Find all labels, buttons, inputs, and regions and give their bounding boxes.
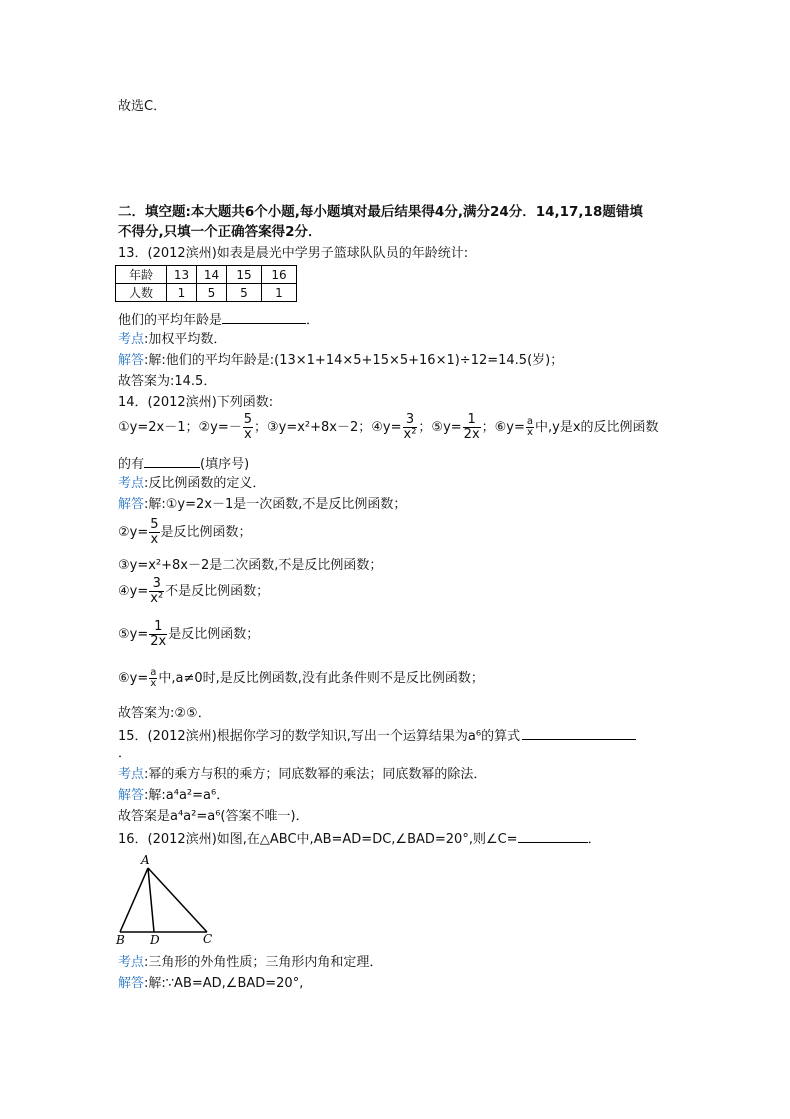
q16-stem-text: 16．(2012滨州)如图,在△ABC中,AB=AD=DC,∠BAD=20°,则∠C= xyxy=(118,832,518,847)
frac-num: a xyxy=(526,416,534,427)
frac-den: x xyxy=(150,532,159,547)
kaodian-text: :反比例函数的定义． xyxy=(144,476,266,491)
q14-jieda-4 xyxy=(118,575,269,609)
jieda-label: 解答 xyxy=(118,353,145,368)
q14-functions xyxy=(118,411,659,445)
frac-num: 1 xyxy=(463,413,481,428)
table-cell: 5 xyxy=(227,284,262,302)
q13-stem: 13．(2012滨州)如表是晨光中学男子篮球队队员的年龄统计: xyxy=(118,246,469,261)
frac-num: 3 xyxy=(149,577,164,592)
q14-jieda-6 xyxy=(118,664,484,694)
frac-num: 1 xyxy=(149,620,167,635)
jieda-text: 是反比例函数； xyxy=(160,525,252,540)
vertex-label-b: B xyxy=(116,933,125,946)
q13-jieda xyxy=(118,353,563,369)
jieda-label: 解答 xyxy=(118,976,145,991)
answer-blank xyxy=(222,311,306,324)
frac-num: 5 xyxy=(150,517,159,532)
frac-den: 2x xyxy=(463,427,480,442)
jieda-text: ⑥y= xyxy=(118,671,149,686)
jieda-text: :解:a⁴a²=a⁶． xyxy=(144,788,230,803)
vertex-label-a: A xyxy=(141,853,150,867)
fraction xyxy=(403,413,418,442)
kaodian-label: 考点 xyxy=(118,955,145,970)
fraction xyxy=(463,413,481,442)
q15-kaodian xyxy=(118,767,486,783)
kaodian-text: :三角形的外角性质；三角形内角和定理． xyxy=(144,955,383,970)
func-text: ；⑤y= xyxy=(418,420,462,435)
frac-num: a xyxy=(150,667,157,678)
q15-stem-text: 15．(2012滨州)根据你学习的数学知识,写出一个运算结果为a⁶的算式 xyxy=(118,729,521,744)
q14-stem: 14．(2012滨州)下列函数: xyxy=(118,395,274,410)
q15-answer: 故答案是a⁴a²=a⁶(答案不唯一)． xyxy=(118,809,309,824)
table-cell: 1 xyxy=(167,284,197,302)
section-heading-line2: 不得分,只填一个正确答案得2分． xyxy=(118,224,322,240)
q14-answer: 故答案为:②⑤． xyxy=(118,706,211,721)
q16-stem-end: ． xyxy=(587,832,601,847)
kaodian-label: 考点 xyxy=(118,767,145,782)
jieda-text: 不是反比例函数； xyxy=(165,584,270,599)
q13-blank-prompt: 他们的平均年龄是 xyxy=(118,313,223,328)
func-text: 中,y是x的反比例函数 xyxy=(535,420,659,435)
jieda-text: 中,a≠0时,是反比例函数,没有此条件则不是反比例函数； xyxy=(158,671,484,686)
q13-blank-line: 他们的平均年龄是 ． xyxy=(118,313,320,328)
q15-stem xyxy=(118,727,636,745)
q14-jieda-3: ③y=x²+8x－2是二次函数,不是反比例函数； xyxy=(118,558,383,573)
jieda-label: 解答 xyxy=(118,788,145,803)
q15-stem-end: ． xyxy=(118,746,132,761)
table-cell: 15 xyxy=(227,266,262,284)
jieda-text: :解:他们的平均年龄是:(13×1+14×5+15×5+16×1)÷12=14.5(岁)； xyxy=(144,353,564,368)
segment-ad xyxy=(148,868,154,932)
table-cell: 14 xyxy=(197,266,227,284)
q14-line2 xyxy=(118,455,249,473)
fraction xyxy=(149,518,159,547)
table-cell: 13 xyxy=(167,266,197,284)
frac-den: x xyxy=(150,678,157,689)
jieda-text: :解:∵AB=AD,∠BAD=20°, xyxy=(144,976,304,991)
frac-den: x² xyxy=(403,427,417,442)
vertex-label-d: D xyxy=(150,933,160,946)
kaodian-label: 考点 xyxy=(118,332,145,347)
segment-ac xyxy=(148,868,207,932)
frac-den: x xyxy=(527,427,533,438)
triangle-figure xyxy=(112,850,222,946)
answer-blank xyxy=(518,830,588,843)
table-header-age: 年龄 xyxy=(116,266,167,284)
table-header-count: 人数 xyxy=(116,284,167,302)
segment-ab xyxy=(120,868,148,932)
fraction xyxy=(149,668,157,689)
fraction xyxy=(243,413,253,442)
age-table xyxy=(115,265,297,302)
frac-den: 2x xyxy=(150,634,167,649)
fraction xyxy=(526,417,534,438)
kaodian-text: :幂的乘方与积的乘方；同底数幂的乘法；同底数幂的除法． xyxy=(144,767,487,782)
q13-answer: 故答案为:14.5． xyxy=(118,374,217,389)
func-text: ；③y=x²+8x－2；④y= xyxy=(254,420,402,435)
q14-jieda-2 xyxy=(118,516,252,550)
table-cell: 1 xyxy=(262,284,297,302)
fraction xyxy=(149,620,167,649)
q14-kaodian xyxy=(118,476,265,492)
table-cell: 5 xyxy=(197,284,227,302)
table-cell: 16 xyxy=(262,266,297,284)
fraction xyxy=(149,577,164,606)
q16-jieda xyxy=(118,976,303,992)
q13-kaodian xyxy=(118,332,226,348)
frac-num: 5 xyxy=(243,412,252,427)
q16-stem xyxy=(118,830,601,848)
conclusion-text: 故选C． xyxy=(118,99,167,114)
section-heading-line1: 二．填空题:本大题共6个小题,每小题填对最后结果得4分,满分24分．14,17,18题错填 xyxy=(118,204,643,220)
jieda-text: :解:①y=2x－1是一次函数,不是反比例函数； xyxy=(144,497,407,512)
kaodian-label: 考点 xyxy=(118,476,145,491)
jieda-text: ④y= xyxy=(118,584,149,599)
q14-jieda-1 xyxy=(118,497,406,513)
q16-kaodian xyxy=(118,955,382,971)
func-text: ①y=2x－1；②y=－ xyxy=(118,420,242,435)
q14-line2-post: (填序号) xyxy=(200,457,250,472)
kaodian-text: :加权平均数． xyxy=(144,332,227,347)
jieda-text: ②y= xyxy=(118,525,149,540)
q14-jieda-5 xyxy=(118,618,259,652)
frac-den: x² xyxy=(150,591,164,606)
jieda-label: 解答 xyxy=(118,497,145,512)
frac-num: 3 xyxy=(403,413,418,428)
vertex-label-c: C xyxy=(203,932,213,946)
table-row xyxy=(116,284,297,302)
answer-blank xyxy=(522,727,636,740)
table-row xyxy=(116,266,297,284)
frac-den: x xyxy=(244,427,252,442)
func-text: ；⑥y= xyxy=(481,420,525,435)
q15-jieda xyxy=(118,788,229,804)
jieda-text: 是反比例函数； xyxy=(168,627,260,642)
jieda-text: ⑤y= xyxy=(118,627,149,642)
q14-line2-pre: 的有 xyxy=(118,457,145,472)
answer-blank xyxy=(144,455,200,468)
